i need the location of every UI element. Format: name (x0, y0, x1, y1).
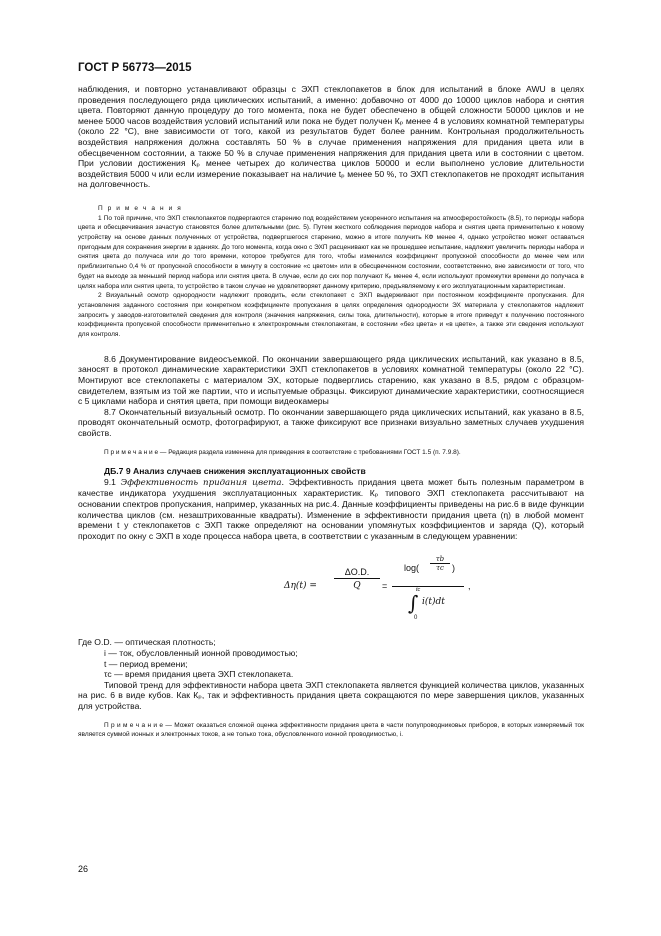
equation-denominator-1: Q (353, 581, 361, 592)
section-9-1-text: Эффективность придания цвета может быть полезным параметром в качестве индикатора ухудшения эксплуатационных характеристик. Кₚ типового ЭХП стеклопакета рассчитывают на основании спектров пропускания, например, указанных на рис.4. Данные коэффициенты приведены на рис.6 в виде функции количества циклов (см. незаштрихованные квадраты). Изменение в эффективности придания цвета (η) в любой момент времени t у стеклопакетов с ЭХП также определяют на основании упомянутых коэффициентов и заряда (Q), который проходит по окну с ЭХП в ходе процесса набора цвета, в соответствии с указанным в следующем уравнении: (78, 476, 585, 541)
equation-fraction-1 (334, 567, 380, 591)
section-heading-db7: ДБ.7 9 Анализ случаев снижения эксплуатационных свойств (104, 466, 366, 477)
definition-item: τc — время придания цвета ЭХП стеклопакета. (104, 669, 294, 680)
paragraph-continuation: наблюдения, и повторно устанавливают образцы с ЭХП стеклопакетов в блок для испытаний в блоке AWU в целях проведения последующего ряда циклических испытаний, а именно: добавочно от 4000 до 10000 циклов набора и снятия цвета. Повторяют данную процедуру до того момента, пока не будет обеспечено в общей сложности 50000 циклов и не менее 5000 часов воздействия условий испытаний или пока не будет получен Кₚ менее 4 в условиях комнатной температуры (около 22 °С), вне зависимости от того, какой из результатов будет более ранним. Контрольная продолжительность воздействия напряжения должна составлять 50 % в случае применения напряжения для придания цвета или в обесцвеченном состоянии, а также 50 % в случае применения напряжения для придания цвета или в состоянии с цветом. При условии достижения Кₚ менее четырех до количества циклов 50000 и если выполнено условие длительности воздействия 5000 ч или если измерение показывает на наличие tₚ менее 50 %, то ЭХП стеклопакетов не проходят испытания на долговечность. (78, 84, 584, 190)
section-9-1-number: 9.1 (104, 476, 116, 487)
document-body (78, 84, 584, 740)
equation-integrand: i(t)dt (422, 597, 445, 608)
section-8-7: 8.7 Окончательный визуальный осмотр. По окончании завершающего ряда циклических испытаний, как указано в 8.5, проводят окончательный осмотр, фотографируют, а также фиксируют все признаки визуально заметных случаев ухудшения свойств. (78, 406, 584, 438)
definition-item: t — период времени; (104, 658, 188, 669)
section-9-1 (78, 477, 584, 542)
page-number: 26 (78, 864, 89, 874)
equation-int-lower: 0 (414, 615, 418, 622)
equation-tau-c: τc (436, 564, 444, 573)
note-1: 1 По той причине, что ЭХП стеклопакетов подвергаются старению под воздействием ускоренного испытания на атмосферостойкость (8.5), то периоды набора цвета и обесцвечивания зачастую становятся более длительными (рис. 5). Путем жесткого соблюдения периодов набора и снятия цвета применительно к новому устройству на основе данных полученных от устройства, подвергшегося старению, можно в итоге получить КФ менее 4, однако устройство может оставаться пригодным для сохранения энергии в зданиях. До того момента, когда окно с ЭХП расценивают как не прошедшее испытание, надлежит увеличить периоды набора и снятия цвета до получаса или до того времени, которое требуется для того, чтобы изменился коэффициент пропускной способности до менее чем или приблизительно 0,4 % от пропускной способности в минуту в состояние «с цветом» или в обесцвеченном состоянии, соответственно, вне зависимости от того, что будет на выходе за меньший период набора или снятия цвета. В случае, если до сих пор получают Кₚ менее 4, если используют промежутки времени до получаса в целях набора или снятия цвета, то устройство в таком случае не удовлетворяет данному критерию, предъявляемому к его эксплуатационным характеристикам. (78, 214, 584, 290)
definition-item: i — ток, обусловленный ионной проводимостью; (104, 647, 298, 658)
integral-sign-icon: ∫ (408, 591, 419, 616)
section-9-1-title: Эффективность придания цвета. (120, 477, 285, 488)
equation-tau-ratio (430, 555, 450, 572)
paragraph-trend: Типовой тренд для эффективности набора цвета ЭХП стеклопакета является функцией количества циклов, указанных на рис. 6 в виде кубов. Как Кₚ, так и эффективность придания цвета сокращаются по мере завершения циклов, указанных для устройства. (78, 679, 584, 711)
equation-definitions (78, 637, 584, 679)
equation-equals: = (382, 581, 388, 592)
equation-coloring-efficiency (78, 551, 584, 631)
notes-title: П р и м е ч а н и я (98, 204, 183, 212)
definition-item: Где O.D. — оптическая плотность; (78, 637, 216, 648)
note-current: П р и м е ч а н и е — Может оказаться сложной оценка эффективности придания цвета в части полупроводниковых приборов, в которых измеряемый ток является суммой ионных и электронных токов, а не только тока, обусловленного ионной проводимостью, i. (78, 721, 584, 739)
equation-int-upper: tc (416, 587, 421, 594)
equation-fraction-2 (392, 555, 464, 624)
document-header: ГОСТ Р 56773—2015 (78, 62, 192, 74)
equation-comma: , (468, 581, 471, 592)
note-revision: П р и м е ч а н и е — Редакция раздела изменена для приведения в соответствие с требованиями ГОСТ 1.5 (п. 7.9.8). (104, 448, 461, 456)
section-8-6: 8.6 Документирование видеосъемкой. По окончании завершающего ряда циклических испытаний, как указано в 8.5, заносят в протокол динамические характеристики ЭХП стеклопакетов в условиях комнатной температуры (около 22 °С). Монтируют все стеклопакеты с материалом ЭХ, которые подверглись старению, как указано в 8.5, рядом с образцом-свидетелем, взятым из той же партии, что и испытуемые образцы. Фиксируют динамические характеристики, соотносящиеся с 5 циклами набора и снятия цвета, при помощи видеокамеры (78, 353, 584, 407)
equation-log-close: ) (452, 563, 455, 574)
equation-tau-b: τb (430, 555, 450, 564)
equation-integral-denominator (392, 587, 464, 624)
equation-log: log( (404, 563, 420, 574)
equation-lhs: Δη(t) = (284, 581, 317, 592)
equation-numerator-1: ΔO.D. (334, 567, 380, 579)
note-2: 2 Визуальный осмотр однородности надлежит проводить, если стеклопакет с ЭХП выдерживают при постоянном коэффициенте пропускания. Для установления заданного состояния при конкретном коэффициенте пропускания в целях определения однородности ЭХ материала у стеклопакетов надлежит запросить у заводов-изготовителей сведения для контроля (значения напряжения, силы тока, длительности), которые в итоге приведут к получению постоянного коэффициента пропускной способности применительно к электрохромным стеклопакетам, в состоянии «без цвета» и «в цвете», а также эти сведения используют для контроля. (78, 292, 584, 339)
equation-log-numerator (392, 555, 464, 587)
